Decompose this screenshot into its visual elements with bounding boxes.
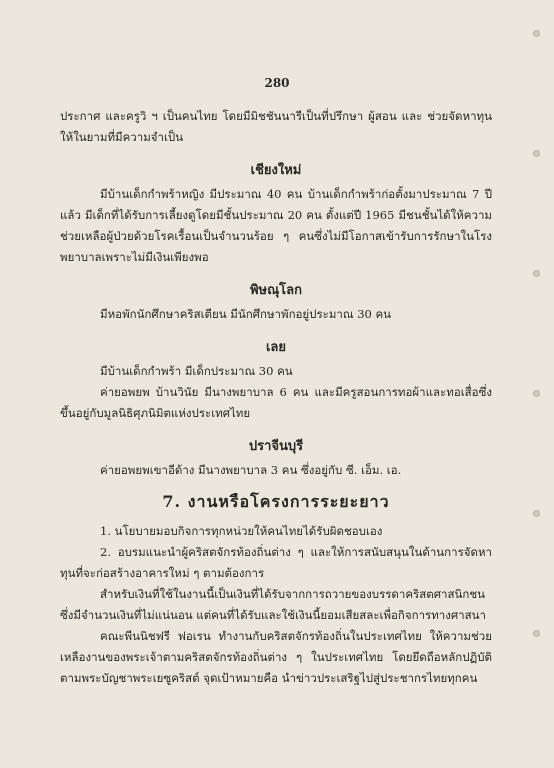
binding-hole [533,30,540,37]
loei-paragraph-1: มีบ้านเด็กกำพร้า มีเด็กประมาณ 30 คน [100,364,293,378]
phitsanulok-paragraph: มีหอพักนักศึกษาคริสเตียน มีนักศึกษาพักอยู่ประมาณ 30 คน [100,307,392,321]
page-content [60,106,492,689]
prachinburi-paragraph: ค่ายอพยพเขาอีด้าง มีนางพยาบาล 3 คน ซึ่งอยู่กับ ซี. เอ็ม. เอ. [100,463,402,477]
loei-paragraph-2: ค่ายอพยพ บ้านวินัย มีนางพยาบาล 6 คน และมีครูสอนการทอผ้าและทอเสื่อซึ่งขึ้นอยู่กับมูลนิธิศุภนิมิตแห่งประเทศไทย [60,385,492,420]
chiangmai-paragraph: มีบ้านเด็กกำพร้าหญิง มีประมาณ 40 คน บ้านเด็กกำพร้าก่อตั้งมาประมาณ 7 ปี แล้ว มีเด็กที่ได้รับการเลี้ยงดูโดยมีชั้นประมาณ 20 คน ตั้งแต่ปี 1965 มีชนชั้นได้ให้ความช่วยเหลือผู้ป่วยด้วยโรคเรื้อนเป็นจำนวนร้อย ๆ คนซึ่งไม่มีโอกาสเข้ารับการรักษาในโรงพยาบาลเพราะไม่มีเงินเพียงพอ [60,187,492,264]
heading-chiangmai: เชียงใหม่ [250,163,302,178]
binding-holes [532,30,540,738]
binding-hole [533,630,540,637]
finance-paragraph: สำหรับเงินที่ใช้ในงานนี้เป็นเงินที่ได้รับจากการถวายของบรรดาคริสตศาสนิกชน ซึ่งมีจำนวนเงินที่ไม่แน่นอน แต่คนที่ได้รับและใช้เงินนี้ยอมเสียสละเพื่อกิจการทางศาสนา [60,587,486,622]
binding-hole [533,270,540,277]
mission-paragraph: คณะพีนนิชฟรี ฟอเรน ทำงานกับคริสตจักรท้องถิ่นในประเทศไทย ให้ความช่วยเหลืองานของพระเจ้าตามคริสตจักรท้องถิ่นต่าง ๆ ในประเทศไทย โดยยึดถือหลักปฏิบัติตามพระบัญชาพระเยซูคริสต์ จุดเป้าหมายคือ นำข่าวประเสริฐไปสู่ประชากรไทยทุกคน [60,629,492,685]
binding-hole [533,510,540,517]
binding-hole [533,150,540,157]
heading-loei: เลย [265,340,287,355]
section-7-title: 7. งานหรือโครงการระยะยาว [162,492,390,511]
heading-phitsanulok: พิษณุโลก [249,283,303,298]
section-7-item-1: 1. นโยบายมอบกิจการทุกหน่วยให้คนไทยได้รับผิดชอบเอง [100,524,383,538]
intro-paragraph: ประกาศ และครูวิ ฯ เป็นคนไทย โดยมีมิชชันนารีเป็นที่ปรึกษา ผู้สอน และ ช่วยจัดหาทุนให้ในยามที่มีความจำเป็น [60,109,492,144]
binding-hole [533,390,540,397]
heading-prachinburi: ปราจีนบุรี [248,439,304,454]
section-7-item-2: 2. อบรมแนะนำผู้คริสตจักรท้องถิ่นต่าง ๆ และให้การสนับสนุนในด้านการจัดหาทุนที่จะก่อสร้างอาคารใหม่ ๆ ตามต้องการ [60,545,492,580]
page-number: 280 [264,76,290,90]
